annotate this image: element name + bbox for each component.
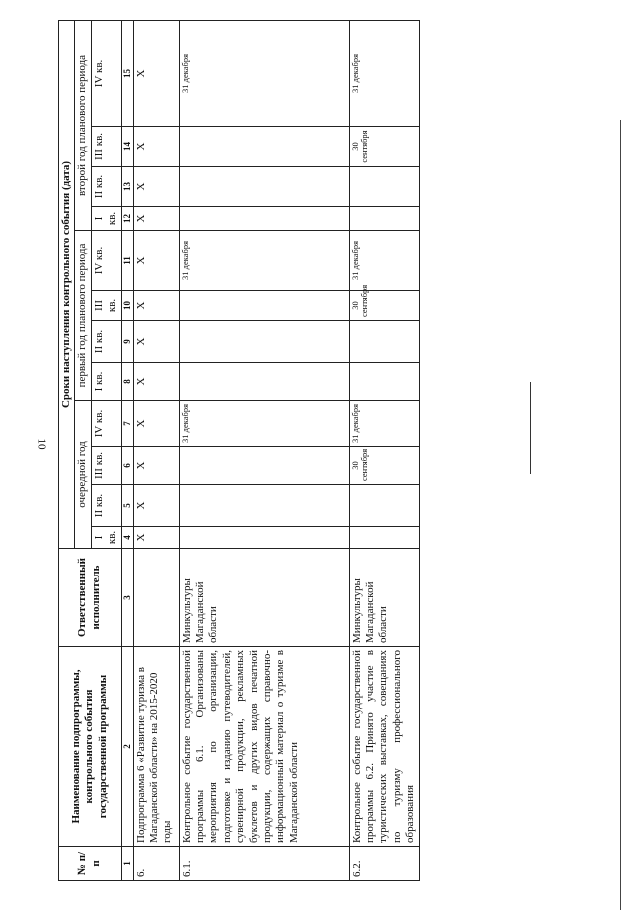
header-q3: III кв. xyxy=(91,291,121,321)
header-num: № п/п xyxy=(59,847,122,881)
row-name: Контрольное событие государственной программы 6.1. Организованы мероприятия по организации, подготовке и изданию путеводителей, сувенирной продукции, рекламных буклетов и других видов печатной продукции, содержащих справочно-информационный материал о туризме в Магаданской области xyxy=(179,647,349,847)
row-cell: X xyxy=(133,401,179,447)
rotated-table-region xyxy=(58,21,422,881)
column-number: 6 xyxy=(121,447,133,485)
row-cell: 31 декабря xyxy=(349,231,419,291)
row-cell xyxy=(179,291,349,321)
row-cell: X xyxy=(133,527,179,549)
row-cell xyxy=(349,527,419,549)
table-row xyxy=(179,20,349,880)
row-cell: 31 декабря xyxy=(349,20,419,126)
row-name: Подпрограмма 6 «Развитие туризма в Магаданской области» на 2015-2020 годы xyxy=(133,647,179,847)
row-cell: X xyxy=(133,231,179,291)
row-cell: X xyxy=(133,291,179,321)
row-cell xyxy=(179,447,349,485)
column-number: 5 xyxy=(121,485,133,527)
header-period-first: первый год планового периода xyxy=(75,231,91,401)
footer-line xyxy=(620,120,621,910)
header-q2: II кв. xyxy=(91,321,121,363)
row-cell: X xyxy=(133,207,179,231)
row-cell: 30 сентября xyxy=(349,447,419,485)
row-num: 6.1. xyxy=(179,847,349,881)
row-cell: 31 декабря xyxy=(179,20,349,126)
row-exec xyxy=(133,549,179,647)
divider-line xyxy=(530,382,531,474)
row-cell: X xyxy=(133,485,179,527)
row-cell xyxy=(179,127,349,167)
column-number: 13 xyxy=(121,167,133,207)
column-number: 12 xyxy=(121,207,133,231)
row-cell xyxy=(179,485,349,527)
column-number: 10 xyxy=(121,291,133,321)
header-q1: I кв. xyxy=(91,207,121,231)
table-row xyxy=(349,20,419,880)
header-exec: Ответственный исполнитель xyxy=(59,549,122,647)
row-cell: X xyxy=(133,127,179,167)
column-number: 2 xyxy=(121,647,133,847)
row-cell: 31 декабря xyxy=(179,231,349,291)
column-number: 14 xyxy=(121,127,133,167)
control-events-table xyxy=(58,20,420,881)
row-cell: X xyxy=(133,363,179,401)
row-name: Контрольное событие государственной программы 6.2. Принято участие в туристических выставках, совещаниях по туризму профессионального образования xyxy=(349,647,419,847)
header-q4: IV кв. xyxy=(91,231,121,291)
page-number: 10 xyxy=(35,438,48,450)
row-cell xyxy=(349,321,419,363)
column-number: 9 xyxy=(121,321,133,363)
column-number: 7 xyxy=(121,401,133,447)
row-cell xyxy=(179,363,349,401)
row-cell: 30 сентября xyxy=(349,291,419,321)
row-cell xyxy=(179,321,349,363)
column-number: 4 xyxy=(121,527,133,549)
header-q2: II кв. xyxy=(91,167,121,207)
table-row xyxy=(133,20,179,880)
row-cell xyxy=(349,485,419,527)
header-q1: I кв. xyxy=(91,363,121,401)
header-q3: III кв. xyxy=(91,127,121,167)
row-cell xyxy=(179,207,349,231)
row-cell xyxy=(179,167,349,207)
header-q3: III кв. xyxy=(91,447,121,485)
row-cell: X xyxy=(133,167,179,207)
row-cell: X xyxy=(133,321,179,363)
row-cell xyxy=(349,207,419,231)
header-terms: Сроки наступления контрольного события (дата) xyxy=(59,20,75,548)
column-number: 3 xyxy=(121,549,133,647)
header-period-second: второй год планового периода xyxy=(75,20,91,230)
row-cell: 31 декабря xyxy=(349,401,419,447)
header-q2: II кв. xyxy=(91,485,121,527)
column-number: 15 xyxy=(121,20,133,126)
row-cell: 31 декабря xyxy=(179,401,349,447)
row-exec: Минкультуры Магаданской области xyxy=(179,549,349,647)
column-number: 1 xyxy=(121,847,133,881)
column-number: 11 xyxy=(121,231,133,291)
row-cell xyxy=(349,167,419,207)
header-q1: I кв. xyxy=(91,527,121,549)
row-num: 6.2. xyxy=(349,847,419,881)
header-period-current: очередной год xyxy=(75,401,91,549)
column-number: 8 xyxy=(121,363,133,401)
row-exec: Минкультуры Магаданской области xyxy=(349,549,419,647)
header-q4: IV кв. xyxy=(91,20,121,126)
row-cell xyxy=(179,527,349,549)
column-numbering-row xyxy=(121,20,133,880)
header-name: Наименование подпрограммы, контрольного события государственной программы xyxy=(59,647,122,847)
row-cell: X xyxy=(133,447,179,485)
header-q4: IV кв. xyxy=(91,401,121,447)
row-cell xyxy=(349,363,419,401)
row-num: 6. xyxy=(133,847,179,881)
row-cell: 30 сентября xyxy=(349,127,419,167)
row-cell: X xyxy=(133,20,179,126)
